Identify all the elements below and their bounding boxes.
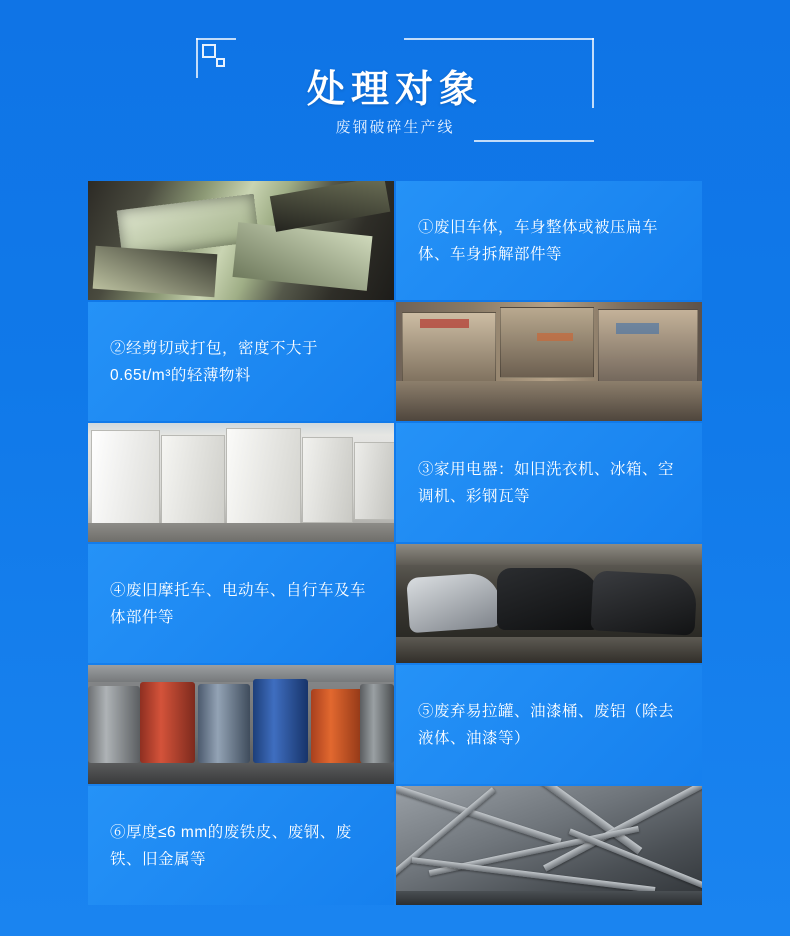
content-row [88, 423, 702, 542]
photo-shape [198, 684, 250, 763]
item-text-label: ①废旧车体，车身整体或被压扁车体、车身拆解部件等 [418, 218, 659, 263]
frame-line-top-right [404, 38, 594, 40]
photo-shape [396, 891, 702, 905]
photo-shape [406, 572, 501, 633]
photo-shape [396, 544, 702, 565]
item-text-label: ②经剪切或打包，密度不大于0.65t/m³的轻薄物料 [110, 339, 319, 384]
item-text-label: ⑤废弃易拉罐、油漆桶、废铝（除去液体、油漆等） [418, 702, 675, 747]
photo-shape [590, 570, 697, 635]
photo-shape [500, 307, 594, 378]
photo-shape [88, 686, 140, 762]
photo-shape [616, 323, 659, 334]
content-row [88, 665, 702, 784]
photo-shape [88, 665, 394, 682]
item-text-2 [88, 302, 394, 421]
square-outline-icon-large [202, 44, 216, 58]
scrap-motorcycles-photo [396, 544, 702, 663]
content-row [88, 786, 702, 905]
photo-shape [497, 568, 601, 630]
photo-shape [420, 319, 469, 329]
frame-line-top-left [196, 38, 236, 40]
item-text-3 [396, 423, 702, 542]
photo-shape [253, 679, 308, 762]
scrapped-car-bodies-photo [88, 181, 394, 300]
photo-shape [537, 333, 574, 341]
photo-shape [140, 682, 195, 763]
photo-shape [302, 437, 353, 522]
photo-shape [88, 763, 394, 784]
photo-shape [311, 689, 363, 763]
item-text-label: ④废旧摩托车、电动车、自行车及车体部件等 [110, 581, 367, 626]
content-row [88, 544, 702, 663]
photo-shape [396, 637, 702, 663]
content-row [88, 181, 702, 300]
photo-shape [396, 786, 561, 845]
page-header [0, 0, 790, 170]
photo-shape [88, 523, 394, 542]
photo-shape [232, 222, 372, 291]
photo-shape [93, 246, 218, 297]
photo-shape [412, 857, 656, 893]
item-text-label: ⑥厚度≤6 mm的废铁皮、废钢、废铁、旧金属等 [110, 823, 352, 868]
home-appliances-photo [88, 423, 394, 542]
photo-shape [161, 435, 224, 525]
photo-shape [354, 442, 394, 520]
photo-shape [269, 181, 390, 231]
content-row [88, 302, 702, 421]
item-text-5 [396, 665, 702, 784]
photo-shape [226, 428, 301, 525]
item-text-4 [88, 544, 394, 663]
baled-light-material-photo [396, 302, 702, 421]
frame-line-bottom-right [474, 140, 594, 142]
oil-drums-photo [88, 665, 394, 784]
photo-shape [396, 381, 702, 421]
scrap-steel-photo [396, 786, 702, 905]
item-text-6 [88, 786, 394, 905]
photo-shape [91, 430, 160, 525]
item-text-1 [396, 181, 702, 300]
page-title: 处理对象 [306, 69, 483, 111]
page-subtitle: 废钢破碎生产线 [335, 119, 455, 136]
photo-shape [598, 309, 698, 385]
content-grid [88, 181, 702, 907]
photo-shape [360, 684, 394, 763]
item-text-label: ③家用电器：如旧洗衣机、冰箱、空调机、彩钢瓦等 [418, 460, 675, 505]
